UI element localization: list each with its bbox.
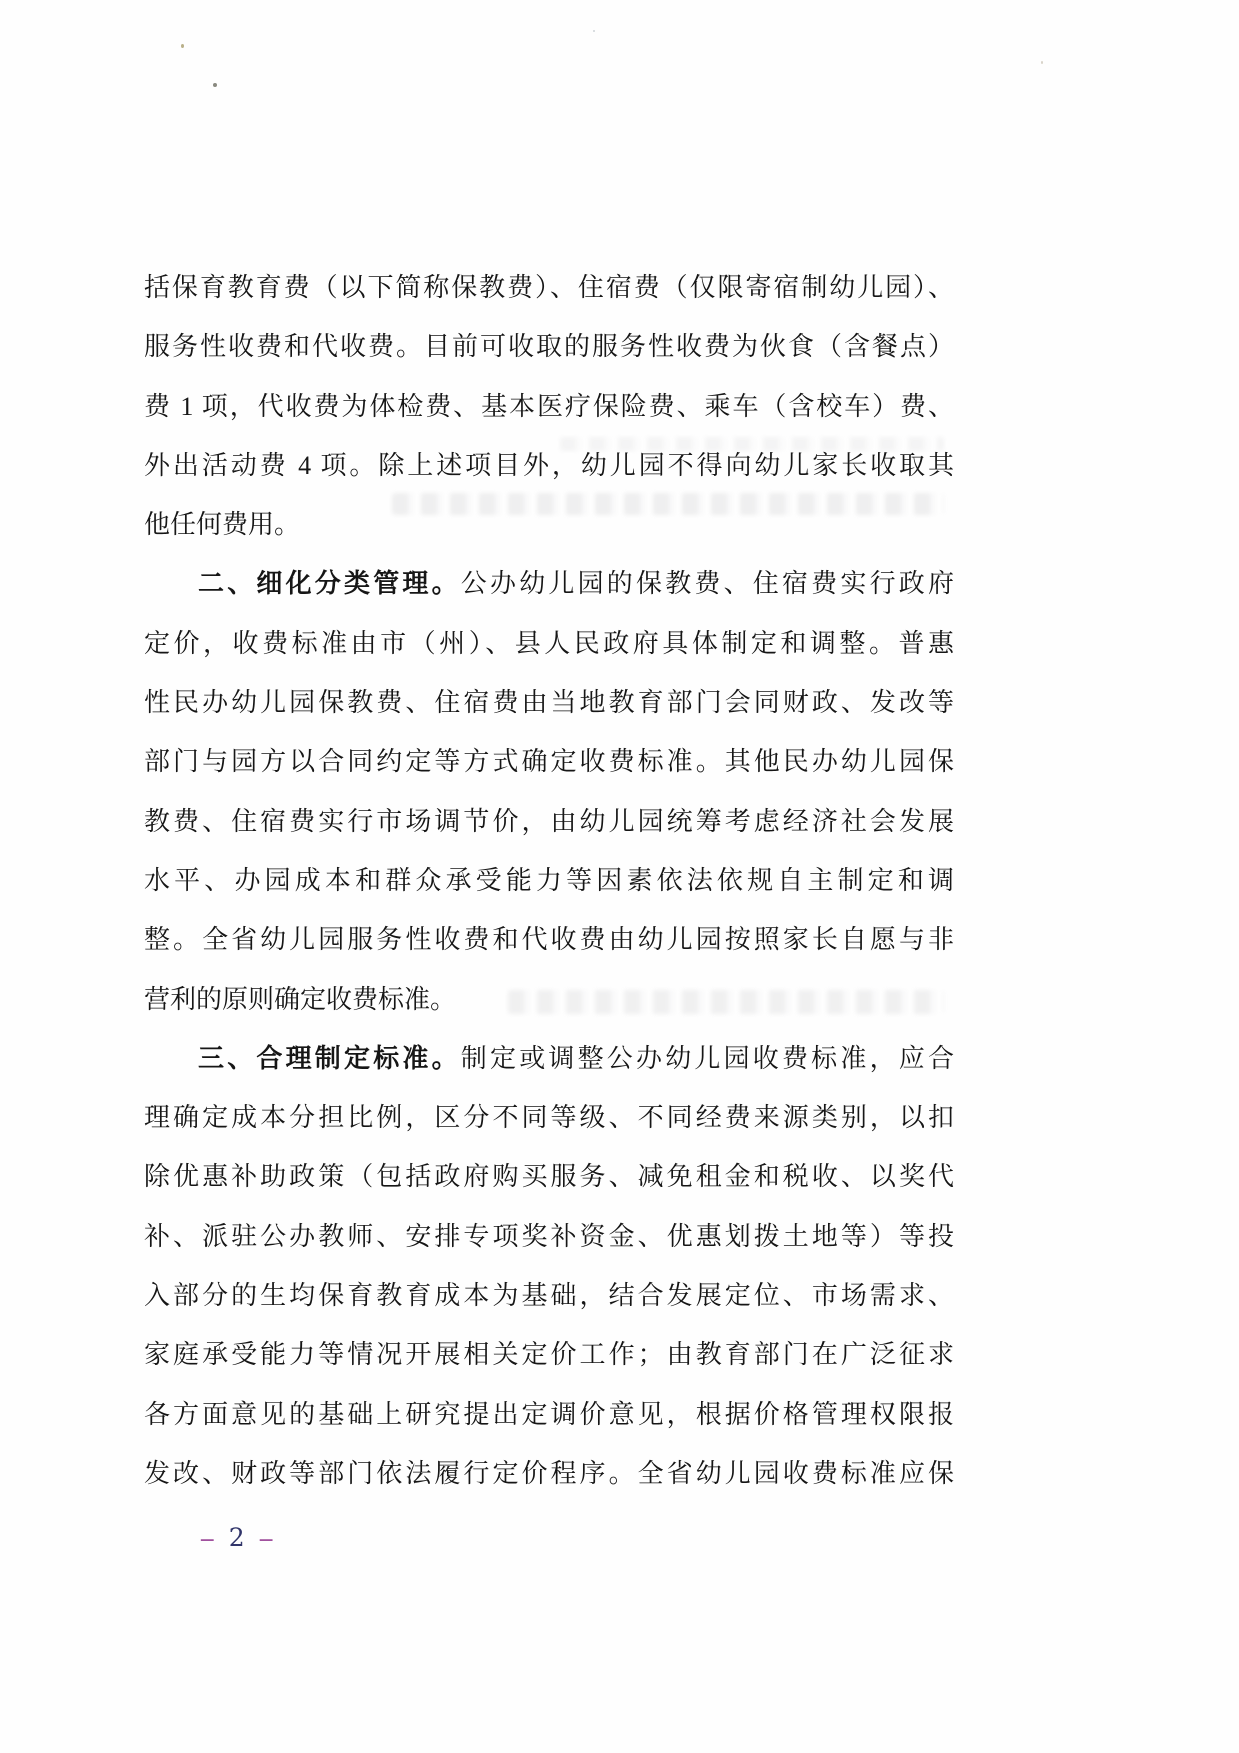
page-number-value: 2 — [228, 1523, 245, 1552]
text-run: 整。全省幼儿园服务性收费和代收费由幼儿园按照家长自愿与非 — [144, 925, 954, 955]
document-body-text — [144, 258, 954, 1503]
paragraph-first-line — [144, 554, 954, 613]
text-line — [144, 317, 954, 376]
text-line — [144, 1385, 954, 1444]
text-line — [144, 673, 954, 732]
text-run: 水平、办园成本和群众承受能力等因素依法依规自主制定和调 — [144, 865, 954, 895]
text-line — [144, 1207, 954, 1266]
text-line — [144, 1266, 954, 1325]
text-line — [144, 377, 954, 436]
text-run: 制定或调整公办幼儿园收费标准，应合 — [460, 1043, 954, 1073]
scan-speck — [181, 44, 184, 48]
page-number — [201, 1524, 272, 1553]
text-run: 各方面意见的基础上研究提出定调价意见，根据价格管理权限报 — [144, 1399, 954, 1429]
text-line — [144, 970, 954, 1029]
page-number-dash-left: – — [201, 1525, 214, 1552]
text-line — [144, 1444, 954, 1503]
text-run: 括保育教育费（以下简称保教费）、住宿费（仅限寄宿制幼儿园）、 — [144, 273, 954, 302]
scan-speck — [213, 83, 217, 87]
text-run: 发改、财政等部门依法履行定价程序。全省幼儿园收费标准应保 — [144, 1458, 954, 1488]
scan-speck — [593, 30, 595, 32]
section-heading-run: 二、细化分类管理。 — [198, 568, 461, 599]
text-line — [144, 1147, 954, 1206]
scan-speck — [1041, 61, 1043, 64]
text-line — [144, 258, 954, 317]
text-line — [144, 1325, 954, 1384]
text-line — [144, 495, 954, 554]
text-line — [144, 910, 954, 969]
text-run: 营利的原则确定收费标准。 — [144, 984, 457, 1014]
text-run: 部门与园方以合同约定等方式确定收费标准。其他民办幼儿园保 — [144, 747, 954, 777]
section-heading-run: 三、合理制定标准。 — [198, 1042, 461, 1073]
text-line — [144, 851, 954, 910]
paragraph-first-line — [144, 1029, 954, 1088]
text-run: 补、派驻公办教师、安排专项奖补资金、优惠划拨土地等）等投 — [144, 1221, 954, 1251]
text-run: 费 1 项，代收费为体检费、基本医疗保险费、乘车（含校车）费、 — [144, 391, 954, 421]
text-run: 性民办幼儿园保教费、住宿费由当地教育部门会同财政、发改等 — [144, 688, 954, 718]
text-run: 定价，收费标准由市（州）、县人民政府具体制定和调整。普惠 — [144, 628, 954, 658]
text-line — [144, 436, 954, 495]
text-run: 除优惠补助政策（包括政府购买服务、减免租金和税收、以奖代 — [144, 1162, 954, 1192]
text-run: 服务性收费和代收费。目前可收取的服务性收费为伙食（含餐点） — [144, 332, 954, 362]
page-number-dash-right: – — [259, 1525, 273, 1552]
text-run: 公办幼儿园的保教费、住宿费实行政府 — [460, 569, 954, 599]
text-run: 外出活动费 4 项。除上述项目外，幼儿园不得向幼儿家长收取其 — [144, 450, 954, 480]
text-line — [144, 792, 954, 851]
text-line — [144, 614, 954, 673]
text-run: 他任何费用。 — [144, 510, 301, 540]
text-run: 教费、住宿费实行市场调节价，由幼儿园统筹考虑经济社会发展 — [144, 806, 954, 836]
text-line — [144, 1088, 954, 1147]
text-run: 家庭承受能力等情况开展相关定价工作；由教育部门在广泛征求 — [144, 1340, 954, 1370]
text-line — [144, 732, 954, 791]
text-run: 入部分的生均保育教育成本为基础，结合发展定位、市场需求、 — [144, 1281, 954, 1311]
text-run: 理确定成本分担比例，区分不同等级、不同经费来源类别，以扣 — [144, 1103, 954, 1133]
